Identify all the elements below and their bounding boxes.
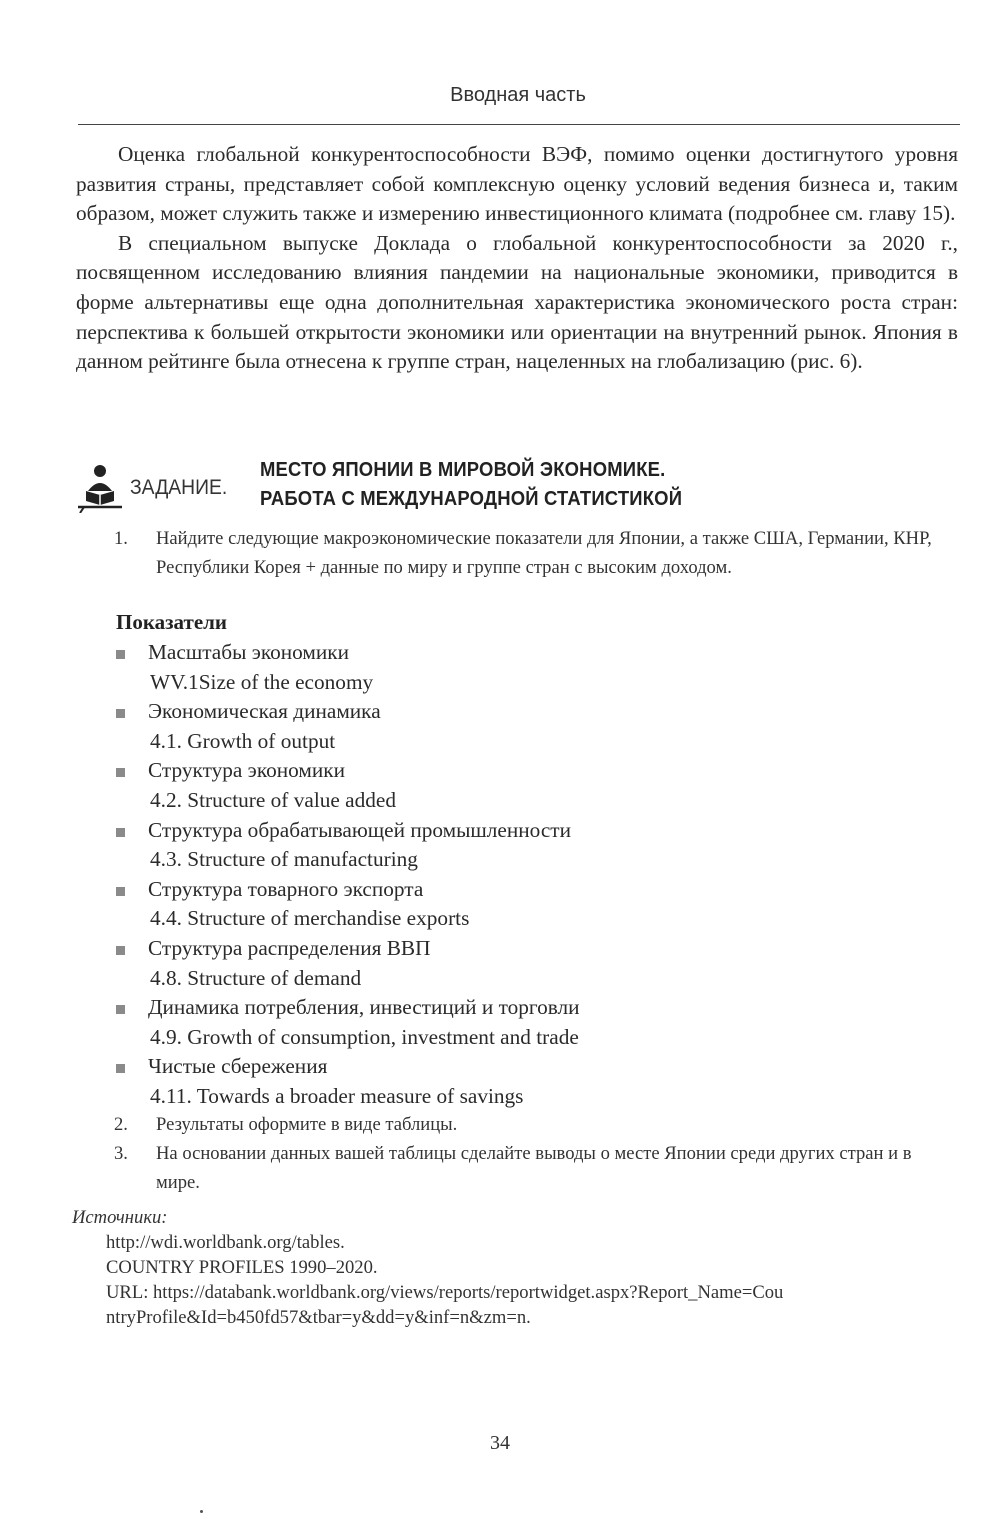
- indicator-item: [112, 756, 952, 815]
- indicators-list: [112, 638, 952, 1112]
- indicator-ru: Структура товарного экспорта: [148, 876, 424, 901]
- running-title: Вводная часть: [450, 84, 586, 106]
- step-number: 3.: [114, 1143, 128, 1164]
- task-title: [260, 455, 682, 513]
- indicator-ru: Структура распределения ВВП: [148, 935, 431, 960]
- step-text: Результаты оформите в виде таблицы.: [156, 1114, 458, 1135]
- indicator-item: [112, 697, 952, 756]
- sources-list: [72, 1230, 952, 1330]
- page-number: 34: [490, 1432, 510, 1454]
- indicator-item: [112, 816, 952, 875]
- square-bullet-icon: [116, 1064, 125, 1073]
- indicator-ru: Экономическая динамика: [148, 699, 381, 724]
- indicator-en: 4.9. Growth of consumption, investment and trade: [150, 1024, 579, 1049]
- task-title-line: МЕСТО ЯПОНИИ В МИРОВОЙ ЭКОНОМИКЕ.: [260, 458, 666, 481]
- indicator-en: 4.8. Structure of demand: [150, 965, 362, 990]
- square-bullet-icon: [116, 650, 125, 659]
- indicator-item: [112, 1052, 952, 1111]
- square-bullet-icon: [116, 709, 125, 718]
- indicator-ru: Чистые сбережения: [148, 1054, 328, 1079]
- source-link[interactable]: URL: https://databank.worldbank.org/views/reports/reportwidget.aspx?Report_Name=Cou: [106, 1282, 784, 1303]
- task-heading: [74, 455, 954, 525]
- square-bullet-icon: [116, 887, 125, 896]
- step-text: На основании данных вашей таблицы сделайте выводы о месте Японии среди других стран и в мире.: [156, 1143, 912, 1193]
- step-number: 2.: [114, 1114, 128, 1135]
- indicator-ru: Структура обрабатывающей промышленности: [148, 817, 572, 842]
- indicator-en: 4.11. Towards a broader measure of savings: [150, 1083, 524, 1108]
- body-text: [76, 140, 958, 377]
- print-speck: [200, 1510, 203, 1513]
- indicator-en: 4.2. Structure of value added: [150, 787, 397, 812]
- header-rule: [78, 124, 960, 125]
- indicator-item: [112, 993, 952, 1052]
- source-link[interactable]: http://wdi.worldbank.org/tables.: [106, 1232, 345, 1253]
- indicator-ru: Динамика потребления, инвестиций и торговли: [148, 995, 580, 1020]
- square-bullet-icon: [116, 1005, 125, 1014]
- reader-at-desk-icon: [74, 461, 126, 513]
- indicator-en: 4.1. Growth of output: [150, 728, 336, 753]
- task-step: [110, 524, 960, 582]
- source-text: COUNTRY PROFILES 1990–2020.: [106, 1257, 378, 1278]
- indicator-en: 4.3. Structure of manufacturing: [150, 847, 418, 872]
- indicator-en: 4.4. Structure of merchandise exports: [150, 906, 470, 931]
- paragraph: В специальном выпуске Доклада о глобальной конкурентоспособности за 2020 г., посвященном исследованию влияния пандемии на национальные экономики, приводится в форме альтернативы еще одна дополнительная характеристика экономического роста стран: перспектива к большей открытости экономики или ориентации на внутренний рынок. Япония в данном рейтинге была отнесена к группе стран, нацеленных на глобализацию (рис. 6).: [76, 230, 958, 374]
- indicators-title: Показатели: [116, 610, 228, 634]
- sources: [72, 1205, 952, 1330]
- indicator-ru: Масштабы экономики: [148, 640, 350, 664]
- task-step: [110, 1110, 960, 1139]
- indicator-item: [112, 875, 952, 934]
- square-bullet-icon: [116, 768, 125, 777]
- task-step: [110, 1139, 960, 1197]
- task-title-line: РАБОТА С МЕЖДУНАРОДНОЙ СТАТИСТИКОЙ: [260, 487, 683, 510]
- square-bullet-icon: [116, 828, 125, 837]
- step-text: Найдите следующие макроэкономические показатели для Японии, а также США, Германии, КНР, Республики Корея + данные по миру и группе стран с высоким доходом.: [156, 528, 932, 578]
- task-label: ЗАДАНИЕ.: [130, 476, 228, 499]
- paragraph: Оценка глобальной конкурентоспособности ВЭФ, помимо оценки достигнутого уровня развития страны, представляет собой комплексную оценку условий ведения бизнеса и, таким образом, может служить также и измерению инвестиционного климата (подробнее см. главу 15).: [76, 142, 958, 226]
- indicator-en: WV.1Size of the economy: [150, 669, 374, 694]
- task-steps: [110, 524, 960, 582]
- indicator-item: [112, 638, 952, 697]
- indicator-ru: Структура экономики: [148, 758, 345, 783]
- step-number: 1.: [114, 528, 128, 549]
- source-link-continued[interactable]: ntryProfile&Id=b450fd57&tbar=y&dd=y&inf=n&zm=n.: [106, 1307, 531, 1328]
- square-bullet-icon: [116, 946, 125, 955]
- sources-title: Источники:: [72, 1207, 168, 1228]
- indicator-item: [112, 934, 952, 993]
- task-steps-continued: [110, 1110, 960, 1197]
